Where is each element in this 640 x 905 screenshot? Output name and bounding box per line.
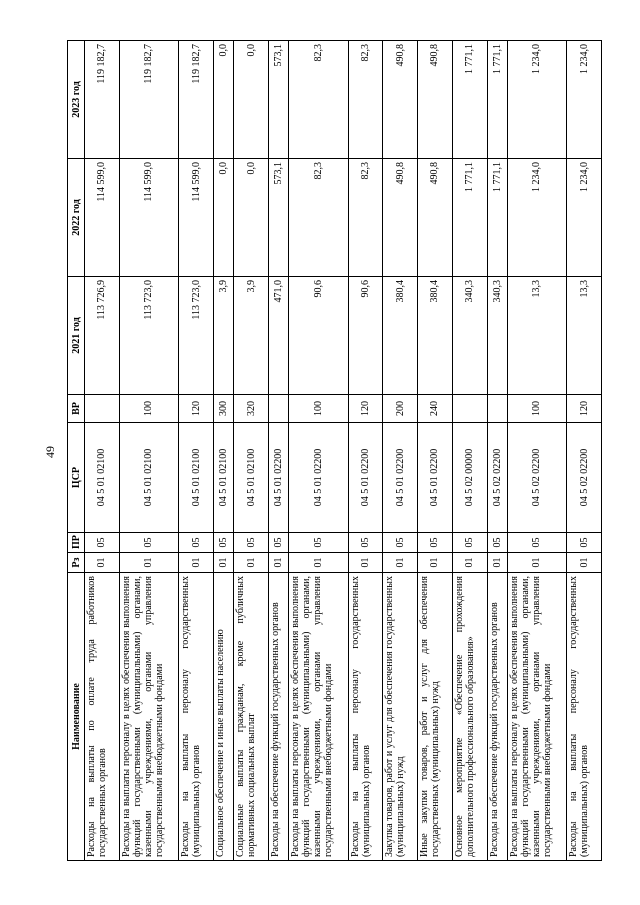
row-2021: 340,3 xyxy=(452,277,487,395)
row-csr: 04 5 01 02200 xyxy=(383,423,418,533)
row-rz: 01 xyxy=(383,553,418,573)
row-csr: 04 5 02 02200 xyxy=(507,423,566,533)
row-csr: 04 5 01 02100 xyxy=(119,423,178,533)
table-row xyxy=(179,41,214,861)
row-2021: 3,9 xyxy=(213,277,233,395)
table-row xyxy=(119,41,178,861)
row-2023: 490,8 xyxy=(418,41,453,159)
row-vr: 120 xyxy=(179,395,214,423)
row-2023: 0,0 xyxy=(213,41,233,159)
table-row xyxy=(418,41,453,861)
row-vr: 120 xyxy=(567,395,602,423)
row-pr: 05 xyxy=(119,533,178,553)
row-csr: 04 5 01 02200 xyxy=(348,423,383,533)
row-rz: 01 xyxy=(487,553,507,573)
header-vr: ВР xyxy=(68,395,85,423)
row-csr: 04 5 01 02100 xyxy=(213,423,233,533)
row-2022: 0,0 xyxy=(213,159,233,277)
row-rz: 01 xyxy=(234,553,269,573)
row-2021: 13,3 xyxy=(567,277,602,395)
row-2022: 0,0 xyxy=(234,159,269,277)
row-2023: 82,3 xyxy=(289,41,348,159)
table-row xyxy=(452,41,487,861)
row-name: Социальное обеспечение и иные выплаты населению xyxy=(213,573,233,861)
row-pr: 05 xyxy=(452,533,487,553)
row-2021: 113 723,0 xyxy=(179,277,214,395)
table-row xyxy=(85,41,120,861)
row-csr: 04 5 01 02200 xyxy=(289,423,348,533)
row-name: Расходы на выплаты персоналу государственных (муниципальных) органов xyxy=(348,573,383,861)
row-2023: 0,0 xyxy=(234,41,269,159)
row-2023: 490,8 xyxy=(383,41,418,159)
row-csr: 04 5 01 02200 xyxy=(418,423,453,533)
row-2023: 1 234,0 xyxy=(567,41,602,159)
table-row xyxy=(213,41,233,861)
row-name: Расходы на выплаты персоналу государственных (муниципальных) органов xyxy=(567,573,602,861)
row-2023: 573,1 xyxy=(268,41,288,159)
row-vr xyxy=(487,395,507,423)
row-2021: 113 726,9 xyxy=(85,277,120,395)
row-pr: 05 xyxy=(507,533,566,553)
row-name: Расходы на выплаты персоналу в целях обеспечения выполнения функций государственными (муниципальными) органами, казенными учреждениями, органами управления государственными внебюджетными фондами xyxy=(289,573,348,861)
row-2023: 1 234,0 xyxy=(507,41,566,159)
row-2021: 90,6 xyxy=(289,277,348,395)
row-rz: 01 xyxy=(452,553,487,573)
row-name: Иные закупки товаров, работ и услуг для обеспечения государственных (муниципальных) нужд xyxy=(418,573,453,861)
row-vr xyxy=(452,395,487,423)
row-rz: 01 xyxy=(85,553,120,573)
row-2022: 1 234,0 xyxy=(567,159,602,277)
row-name: Расходы на обеспечение функций государственных органов xyxy=(487,573,507,861)
row-2021: 90,6 xyxy=(348,277,383,395)
row-name: Расходы на выплаты по оплате труда работников государственных органов xyxy=(85,573,120,861)
row-pr: 05 xyxy=(567,533,602,553)
row-2023: 119 182,7 xyxy=(179,41,214,159)
row-2021: 340,3 xyxy=(487,277,507,395)
row-pr: 05 xyxy=(289,533,348,553)
header-csr: ЦСР xyxy=(68,423,85,533)
row-name: Расходы на выплаты персоналу в целях обеспечения выполнения функций государственными (муниципальными) органами, казенными учреждениями, органами управления государственными внебюджетными фондами xyxy=(119,573,178,861)
header-rz: Рз xyxy=(68,553,85,573)
row-rz: 01 xyxy=(289,553,348,573)
budget-table xyxy=(67,40,602,861)
table-row xyxy=(507,41,566,861)
row-2022: 1 234,0 xyxy=(507,159,566,277)
page-number: 49 xyxy=(43,446,57,458)
row-2022: 490,8 xyxy=(418,159,453,277)
row-rz: 01 xyxy=(418,553,453,573)
row-2021: 380,4 xyxy=(418,277,453,395)
table-row xyxy=(567,41,602,861)
row-name: Социальные выплаты гражданам, кроме публичных нормативных социальных выплат xyxy=(234,573,269,861)
row-csr: 04 5 02 00000 xyxy=(452,423,487,533)
row-pr: 05 xyxy=(348,533,383,553)
header-2022: 2022 год xyxy=(68,159,85,277)
table-row xyxy=(289,41,348,861)
row-2022: 114 599,0 xyxy=(119,159,178,277)
rotated-page xyxy=(67,41,602,861)
row-pr: 05 xyxy=(487,533,507,553)
row-csr: 04 5 01 02100 xyxy=(179,423,214,533)
row-2023: 1 771,1 xyxy=(487,41,507,159)
header-pr: ПР xyxy=(68,533,85,553)
row-pr: 05 xyxy=(418,533,453,553)
row-vr: 320 xyxy=(234,395,269,423)
table-row xyxy=(268,41,288,861)
row-vr: 100 xyxy=(289,395,348,423)
header-name: Наименование xyxy=(68,573,85,861)
row-2021: 3,9 xyxy=(234,277,269,395)
row-2022: 490,8 xyxy=(383,159,418,277)
row-pr: 05 xyxy=(85,533,120,553)
row-2023: 119 182,7 xyxy=(119,41,178,159)
row-2022: 82,3 xyxy=(348,159,383,277)
row-rz: 01 xyxy=(179,553,214,573)
row-2022: 114 599,0 xyxy=(85,159,120,277)
row-pr: 05 xyxy=(179,533,214,553)
row-2021: 471,0 xyxy=(268,277,288,395)
row-name: Расходы на выплаты персоналу государственных (муниципальных) органов xyxy=(179,573,214,861)
row-name: Основное мероприятие «Обеспечение прохождения дополнительного профессионального образования» xyxy=(452,573,487,861)
row-csr: 04 5 01 02100 xyxy=(85,423,120,533)
row-2021: 113 723,0 xyxy=(119,277,178,395)
row-2022: 82,3 xyxy=(289,159,348,277)
row-rz: 01 xyxy=(268,553,288,573)
row-rz: 01 xyxy=(567,553,602,573)
row-2021: 13,3 xyxy=(507,277,566,395)
table-row xyxy=(234,41,269,861)
row-csr: 04 5 01 02200 xyxy=(268,423,288,533)
row-2023: 1 771,1 xyxy=(452,41,487,159)
row-vr xyxy=(85,395,120,423)
row-name: Расходы на обеспечение функций государственных органов xyxy=(268,573,288,861)
row-2022: 573,1 xyxy=(268,159,288,277)
row-pr: 05 xyxy=(383,533,418,553)
row-pr: 05 xyxy=(268,533,288,553)
row-2022: 1 771,1 xyxy=(452,159,487,277)
header-2023: 2023 год xyxy=(68,41,85,159)
row-vr: 100 xyxy=(507,395,566,423)
row-name: Расходы на выплаты персоналу в целях обеспечения выполнения функций государственными (муниципальными) органами, казенными учреждениями, органами управления государственными внебюджетными фондами xyxy=(507,573,566,861)
header-2021: 2021 год xyxy=(68,277,85,395)
row-2022: 114 599,0 xyxy=(179,159,214,277)
row-rz: 01 xyxy=(348,553,383,573)
row-csr: 04 5 01 02100 xyxy=(234,423,269,533)
row-2023: 82,3 xyxy=(348,41,383,159)
row-vr: 200 xyxy=(383,395,418,423)
row-2023: 119 182,7 xyxy=(85,41,120,159)
row-name: Закупка товаров, работ и услуг для обеспечения государственных (муниципальных) нужд xyxy=(383,573,418,861)
row-pr: 05 xyxy=(213,533,233,553)
table-row xyxy=(383,41,418,861)
row-csr: 04 5 02 02200 xyxy=(567,423,602,533)
row-pr: 05 xyxy=(234,533,269,553)
row-csr: 04 5 02 02200 xyxy=(487,423,507,533)
row-vr: 300 xyxy=(213,395,233,423)
row-vr xyxy=(268,395,288,423)
row-rz: 01 xyxy=(119,553,178,573)
row-vr: 240 xyxy=(418,395,453,423)
row-2022: 1 771,1 xyxy=(487,159,507,277)
table-header-row xyxy=(68,41,85,861)
row-vr: 120 xyxy=(348,395,383,423)
table-row xyxy=(348,41,383,861)
row-rz: 01 xyxy=(507,553,566,573)
row-rz: 01 xyxy=(213,553,233,573)
row-vr: 100 xyxy=(119,395,178,423)
row-2021: 380,4 xyxy=(383,277,418,395)
table-row xyxy=(487,41,507,861)
